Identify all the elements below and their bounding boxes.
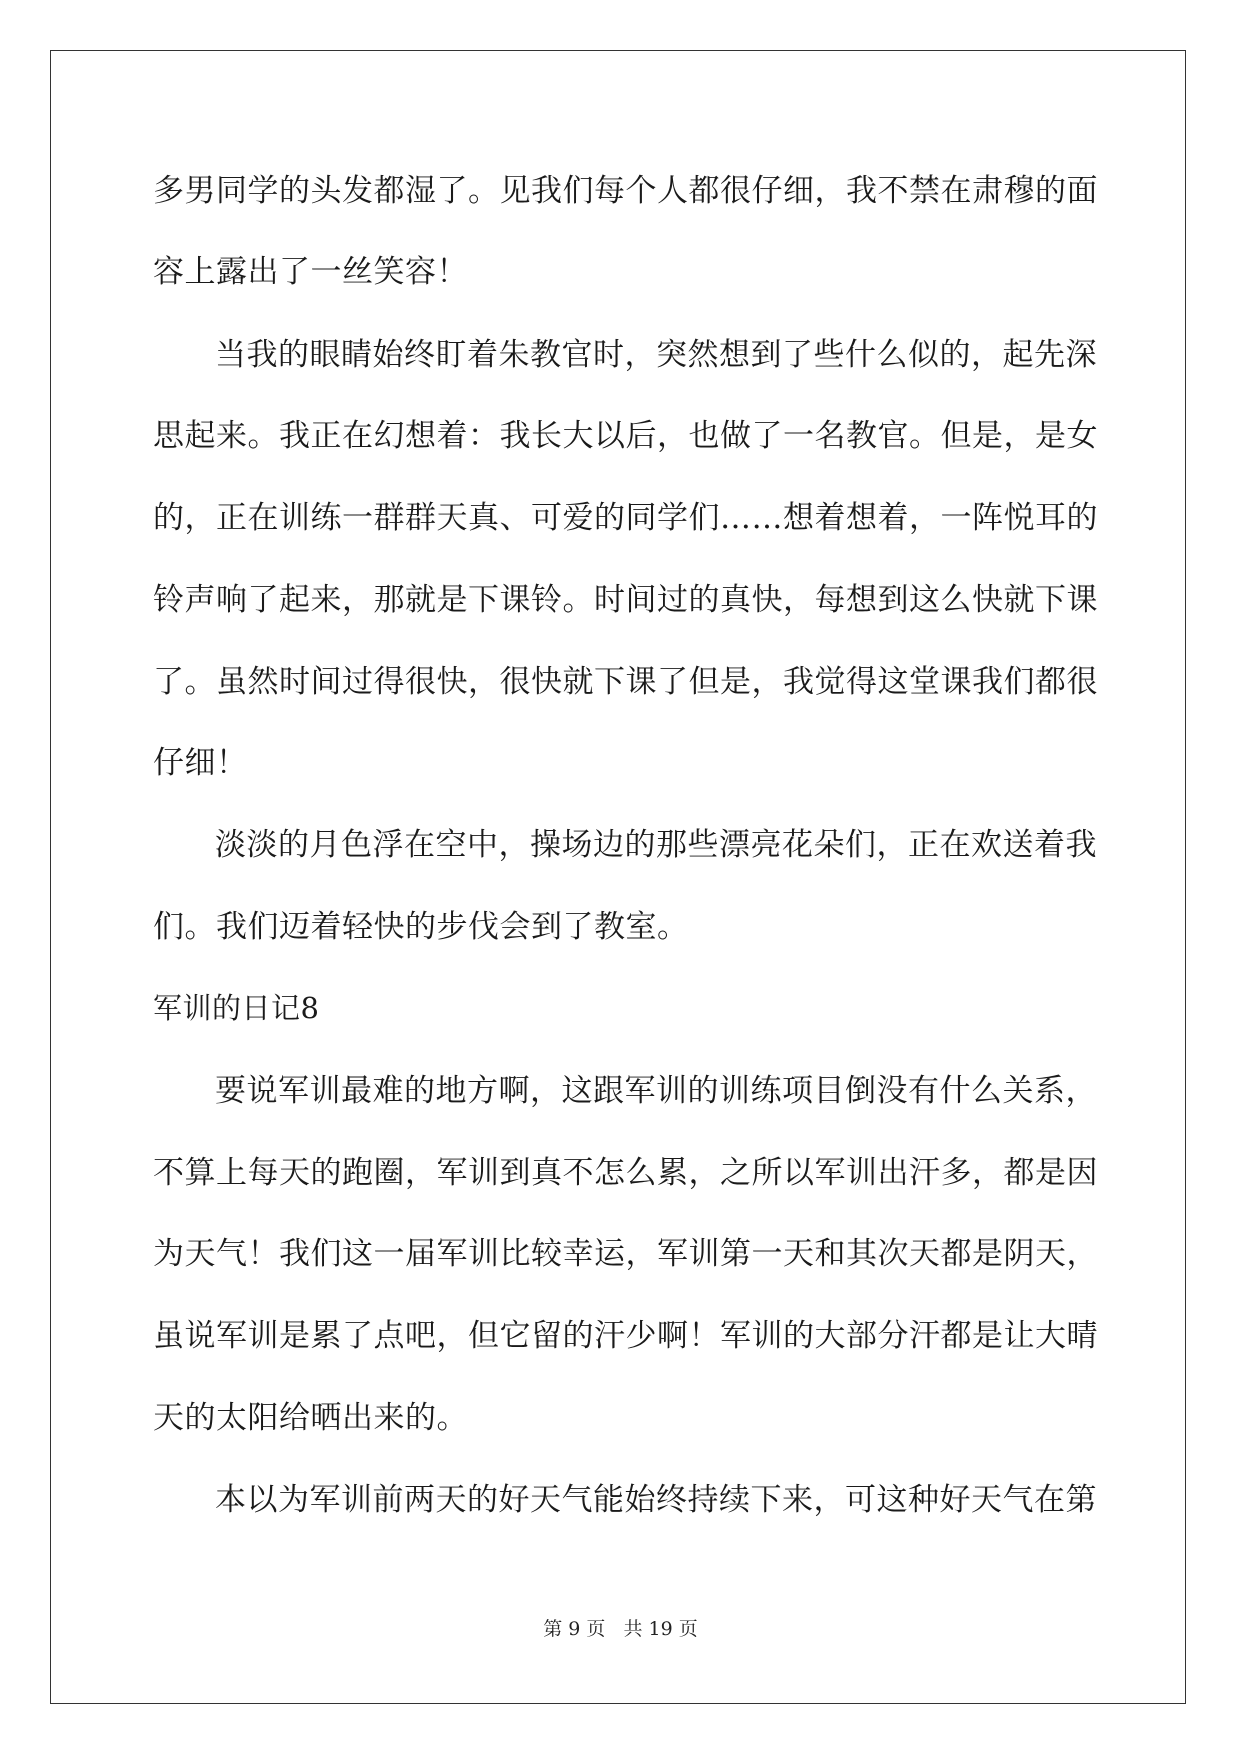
section-heading: 军训的日记8 xyxy=(153,991,320,1025)
body-line: 虽说军训是累了点吧，但它留的汗少啊！军训的大部分汗都是让大晴 xyxy=(153,1318,1098,1354)
page-total: 共 19 页 xyxy=(623,1618,698,1640)
body-line: 仔细！ xyxy=(153,745,248,781)
body-line: 多男同学的头发都湿了。见我们每个人都很仔细，我不禁在肃穆的面 xyxy=(153,173,1098,209)
paragraph-first-line: 本以为军训前两天的好天气能始终持续下来，可这种好天气在第 xyxy=(215,1482,1097,1518)
paragraph-first-line: 当我的眼睛始终盯着朱教官时，突然想到了些什么似的，起先深 xyxy=(215,337,1097,373)
footer-spacer xyxy=(605,1618,623,1640)
paragraph-first-line: 淡淡的月色浮在空中，操场边的那些漂亮花朵们，正在欢送着我 xyxy=(215,827,1097,863)
body-line: 思起来。我正在幻想着：我长大以后，也做了一名教官。但是，是女 xyxy=(153,418,1098,454)
body-line: 的，正在训练一群群天真、可爱的同学们……想着想着，一阵悦耳的 xyxy=(153,500,1098,536)
body-line: 铃声响了起来，那就是下课铃。时间过的真快，每想到这么快就下课 xyxy=(153,582,1098,618)
page-number: 第 9 页 xyxy=(543,1618,606,1640)
body-line: 不算上每天的跑圈，军训到真不怎么累，之所以军训出汗多，都是因 xyxy=(153,1155,1098,1191)
page-border xyxy=(50,50,1186,1704)
page-footer xyxy=(0,1617,1241,1641)
body-line: 们。我们迈着轻快的步伐会到了教室。 xyxy=(153,909,689,945)
body-line: 了。虽然时间过得很快，很快就下课了但是，我觉得这堂课我们都很 xyxy=(153,664,1098,700)
paragraph-first-line: 要说军训最难的地方啊，这跟军训的训练项目倒没有什么关系， xyxy=(215,1073,1097,1109)
body-line: 为天气！我们这一届军训比较幸运，军训第一天和其次天都是阴天， xyxy=(153,1236,1098,1272)
body-line: 容上露出了一丝笑容！ xyxy=(153,254,468,290)
body-line: 天的太阳给晒出来的。 xyxy=(153,1400,468,1436)
